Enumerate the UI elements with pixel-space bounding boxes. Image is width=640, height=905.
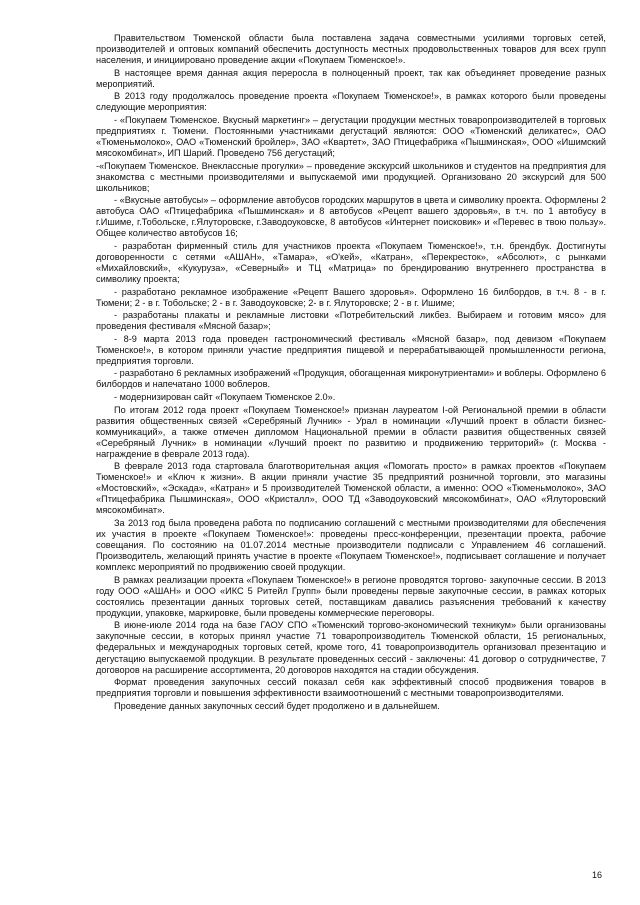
paragraph-charity: В феврале 2013 года стартовала благотворительная акция «Помогать просто» в рамках проектов «Покупаем Тюменское!» и «Ключ к жизни». В акции приняли участие 35 предприятий розничной торговли, это магазины «Мостовский», «Эскада», «Катран» и 5 производителей Тюменской области, а именно: ООО «Тюменьмолоко», ЗАО «Птицефабрика Пышминская», ООО «Кристалл», ООО ТД «Заводоуковский мясокомбинат», ОАО «Ялуторовский мясокомбинат». <box>96 461 606 516</box>
paragraph-june-july-2014: В июне-июле 2014 года на базе ГАОУ СПО «Тюменский торгово-экономический техникум» были организованы закупочные сессии, в которых принял участие 71 товаропроизводитель Тюменской области, 15 региональных, федеральных и международных торговых сетей, кроме того, 41 товаропроизводитель организовал презентацию и дегустацию выпускаемой продукции. В результате проведенных сессий - заключены: 41 договор о сотрудничестве, 7 договоров на расширение ассортимента, 20 договоров находятся на стадии обсуждения. <box>96 620 606 675</box>
paragraph-2013-events: В 2013 году продолжалось проведение проекта «Покупаем Тюменское!», в рамках которого были проведены следующие мероприятия: <box>96 91 606 113</box>
list-item-posters: - разработаны плакаты и рекламные листовки «Потребительский ликбез. Выбираем и готовим мясо» для проведения фестиваля «Мясной базар»; <box>96 310 606 332</box>
paragraph-award: По итогам 2012 года проект «Покупаем Тюменское!» признан лауреатом I-ой Региональной премии в области развития общественных связей «Серебряный Лучник» - Урал в номинации «Лучший проект в области бизнес-коммуникаций», а также отмечен дипломом Национальной премии в области развития общественных связей «Серебряный Лучник» в номинации «Лучший проект по развитию и продвижению территорий» (г. Москва - награждение в феврале 2013 года). <box>96 404 606 459</box>
paragraph-format: Формат проведения закупочных сессий показал себя как эффективный способ продвижения товаров в предприятия торговли и повышения эффективности взаимоотношений с местными товаропроизводителями. <box>96 677 606 699</box>
list-item-billboards: - разработано рекламное изображение «Рецепт Вашего здоровья». Оформлено 16 билбордов, в т.ч. 8 - в г. Тюмени; 2 - в г. Тобольске; 2 - в г. Заводоуковске; 2- в г. Ялуторовске; 2 - в г. Ишиме; <box>96 286 606 308</box>
paragraph-continuation: Проведение данных закупочных сессий будет продолжено и в дальнейшем. <box>114 700 440 711</box>
paragraph-intro: Правительством Тюменской области была поставлена задача совместными усилиями торговых сетей, производителей и оптовых компаний обеспечить доступность местных продовольственных товаров для всех групп населения, и инициировано проведение акции «Покупаем Тюменское!». <box>96 33 606 66</box>
list-item-website: - модернизирован сайт «Покупаем Тюменское 2.0». <box>114 391 336 402</box>
list-item-festival: - 8-9 марта 2013 года проведен гастрономический фестиваль «Мясной базар», под девизом «Покупаем Тюменское!», в котором приняли участие предприятия пищевой и перерабатывающей промышленности региона, предприятия торговли. <box>96 333 606 366</box>
list-item-tastings: - «Покупаем Тюменское. Вкусный маркетинг» – дегустации продукции местных товаропроизводителей в торговых предприятиях г. Тюмени. Постоянными участниками дегустаций являются: ООО «Тюменский деликатес», ОАО «Тюменьмолоко», ОАО «Тюменский бройлер», ЗАО «Квартет», ЗАО Птицефабрика «Пышминская», ООО «Ишимский мясокомбинат», ИП Шарий. Проведено 756 дегустаций; <box>96 114 606 158</box>
paragraph-trade-sessions: В рамках реализации проекта «Покупаем Тюменское!» в регионе проводятся торгово- закупочные сессии. В 2013 году ООО «АШАН» и ООО «ИКС 5 Ритейл Групп» были проведены первые закупочные сессии, в рамках которых состоялись презентации данных торговых сетей, поставщикам давались разъяснения требований к качеству продукции, упаковке, маркировке, были проведены коммерческие переговоры. <box>96 574 606 618</box>
list-item-micronutrients: - разработано 6 рекламных изображений «Продукция, обогащенная микронутриентами» и воблеры. Оформлено 6 билбордов и напечатано 1000 воблеров. <box>96 368 606 390</box>
paragraph-agreements: За 2013 год была проведена работа по подписанию соглашений с местными производителями для обеспечения их участия в проекте «Покупаем Тюменское!»: проведены пресс-конференции, презентации проекта, рабочие совещания. По состоянию на 01.07.2014 местные производители подписали с Управлением 46 соглашений. Производитель, желающий принять участие в проекте «Покупаем Тюменское!», подписывает соглашение и получает комплекс мероприятий по продвижению своей продукции. <box>96 517 606 573</box>
list-item-brandbook: - разработан фирменный стиль для участников проекта «Покупаем Тюменское!», т.н. брендбук. Достигнуты договоренности с сетями «АШАН», «Тамара», «О'кей», «Катран», «Перекресток», «Абсолют», с рынками «Михайловский», «Кукуруза», «Северный» и ТЦ «Матрица» по брендированию внутреннего пространства в символику проекта; <box>96 240 606 284</box>
list-item-excursions: -«Покупаем Тюменское. Внеклассные прогулки» – проведение экскурсий школьников и студентов на предприятия для знакомства с местными производителями и выпускаемой ими продукцией. Организовано 20 экскурсий для 500 школьников; <box>96 160 606 193</box>
list-item-buses: - «Вкусные автобусы» – оформление автобусов городских маршрутов в цвета и символику проекта. Оформлены 2 автобуса ОАО «Птицефабрика «Пышминская» и 8 автобусов «Рецепт вашего здоровья», в т.ч. по 1 автобусу в г.Ишиме, г.Тобольске, г.Ялуторовске, г.Заводоуковске, 8 автобусов «Интернет поисковик» и «Перевес в твою пользу». Общее количество автобусов 16; <box>96 195 606 239</box>
page-number: 16 <box>591 870 602 880</box>
paragraph-project-status: В настоящее время данная акция переросла в полноценный проект, так как объединяет проведение разных мероприятий. <box>96 67 606 89</box>
